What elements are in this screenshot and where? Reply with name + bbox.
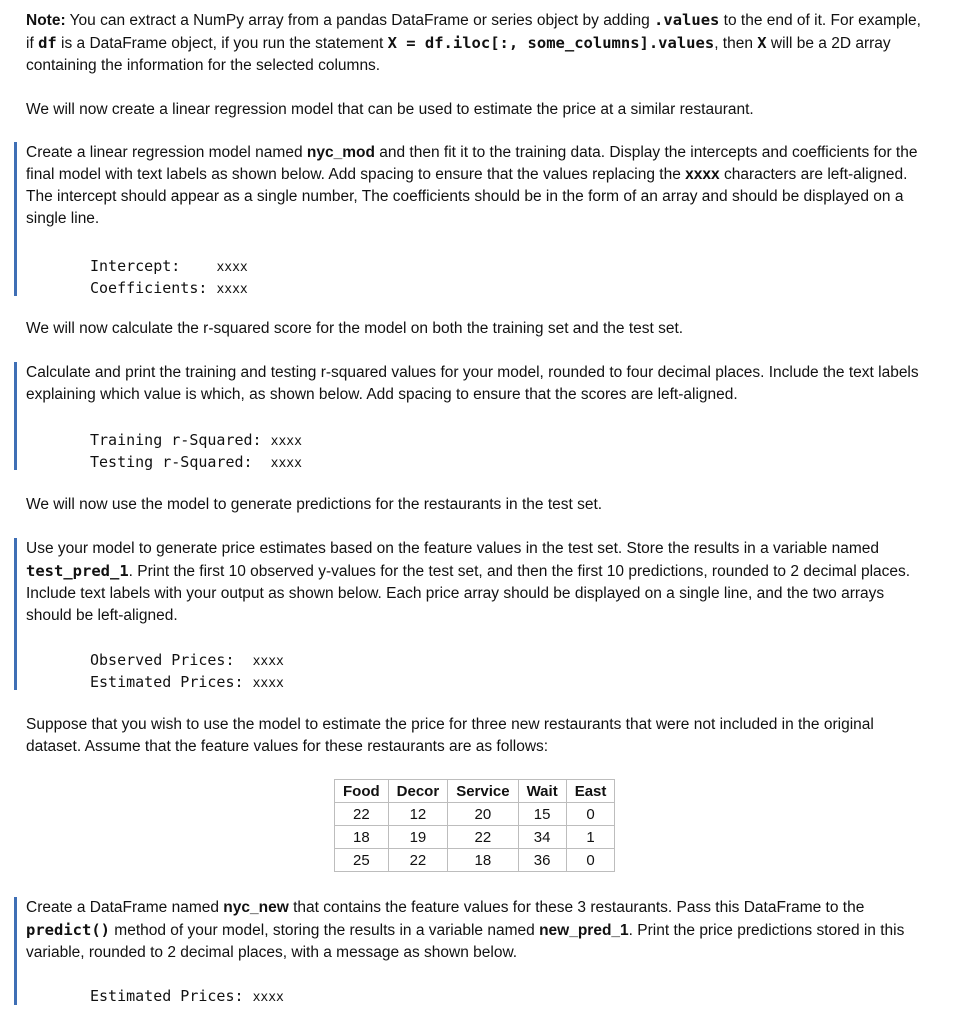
header-service: Service [448,780,518,803]
model-name: nyc_mod [306,144,375,161]
method-predict: predict() [26,921,110,939]
code-x: X [757,34,767,52]
placeholder-xxxx: xxxx [685,166,720,183]
variable-test-pred: test_pred_1 [26,562,129,580]
task-r-squared-text: Calculate and print the training and testing r-squared values for your model, rounded to four decimal places. Include the text labels explaining which value is which, as shown below. Add spacing to ensure that the scores are left-aligned. [26,364,919,403]
table-header-row [335,780,615,803]
table-cell: 12 [388,803,448,826]
header-east: East [566,780,615,803]
task-test-predictions-text: Use your model to generate price estimates based on the feature values in the test set. Store the results in a variable named test_pred_1. Print the first 10 observed y-values for the test set, and then the first 10 predictions, rounded to 2 decimal places. Include text labels with your output as shown below. Each price array should be displayed on a single line, and the two arrays should be left-aligned. [26,540,911,624]
intro-model-text: We will now create a linear regression model that can be used to estimate the price at a similar restaurant. [26,101,754,118]
note-label: Note: [26,12,66,29]
code-values: .values [654,11,720,29]
note-paragraph: Note: You can extract a NumPy array from a pandas DataFrame or series object by adding .values to the end of it. For example, if df is a DataFrame object, if you run the statement X = df.iloc[:, some_columns].values, then X will be a 2D array containing the information for the selected columns. [26,11,921,74]
table-row [335,849,615,872]
header-food: Food [335,780,389,803]
dataframe-name: nyc_new [223,899,289,916]
table-row [335,826,615,849]
task-create-model-text: Create a linear regression model named nyc_mod and then fit it to the training data. Display the intercepts and coefficients for the final model with text labels as shown below. Add spacing to ensure that the values replacing the xxxx characters are left-aligned. The intercept should appear as a single number, The coefficients should be in the form of an array and should be displayed on a single line. [26,144,918,227]
table-row [335,803,615,826]
code-output-r-squared: Training r-Squared: xxxx Testing r-Squared: xxxx [90,431,302,471]
table-cell: 34 [518,826,566,849]
intro-new-restaurants-text: Suppose that you wish to use the model to estimate the price for three new restaurants that were not included in the original dataset. Assume that the feature values for these restaurants are as follows: [26,716,874,755]
code-output-intercept: Intercept: xxxx Coefficients: xxxx [90,257,248,297]
table-cell: 22 [388,849,448,872]
task-new-predictions-text: Create a DataFrame named nyc_new that contains the feature values for these 3 restaurants. Pass this DataFrame to the predict() method of your model, storing the results in a variable named new_pred_1. Print the price predictions stored in this variable, rounded to 2 decimal places, with a message as shown below. [26,899,905,961]
table-cell: 19 [388,826,448,849]
table-cell: 0 [566,849,615,872]
header-wait: Wait [518,780,566,803]
table-cell: 25 [335,849,389,872]
table-cell: 22 [448,826,518,849]
header-decor: Decor [388,780,448,803]
table-cell: 18 [335,826,389,849]
code-output-new-prices: Estimated Prices: xxxx [90,987,284,1005]
table-cell: 20 [448,803,518,826]
variable-new-pred: new_pred_1 [539,922,629,939]
intro-r2-text: We will now calculate the r-squared score for the model on both the training set and the test set. [26,320,684,337]
table-cell: 1 [566,826,615,849]
feature-values-table [334,779,615,872]
table-cell: 15 [518,803,566,826]
table-cell: 36 [518,849,566,872]
code-statement: X = df.iloc[:, some_columns].values [387,34,715,52]
intro-predictions-text: We will now use the model to generate predictions for the restaurants in the test set. [26,496,603,513]
table-cell: 18 [448,849,518,872]
table-cell: 0 [566,803,615,826]
code-df: df [38,34,57,52]
code-output-prices: Observed Prices: xxxx Estimated Prices: xxxx [90,651,284,691]
table-cell: 22 [335,803,389,826]
